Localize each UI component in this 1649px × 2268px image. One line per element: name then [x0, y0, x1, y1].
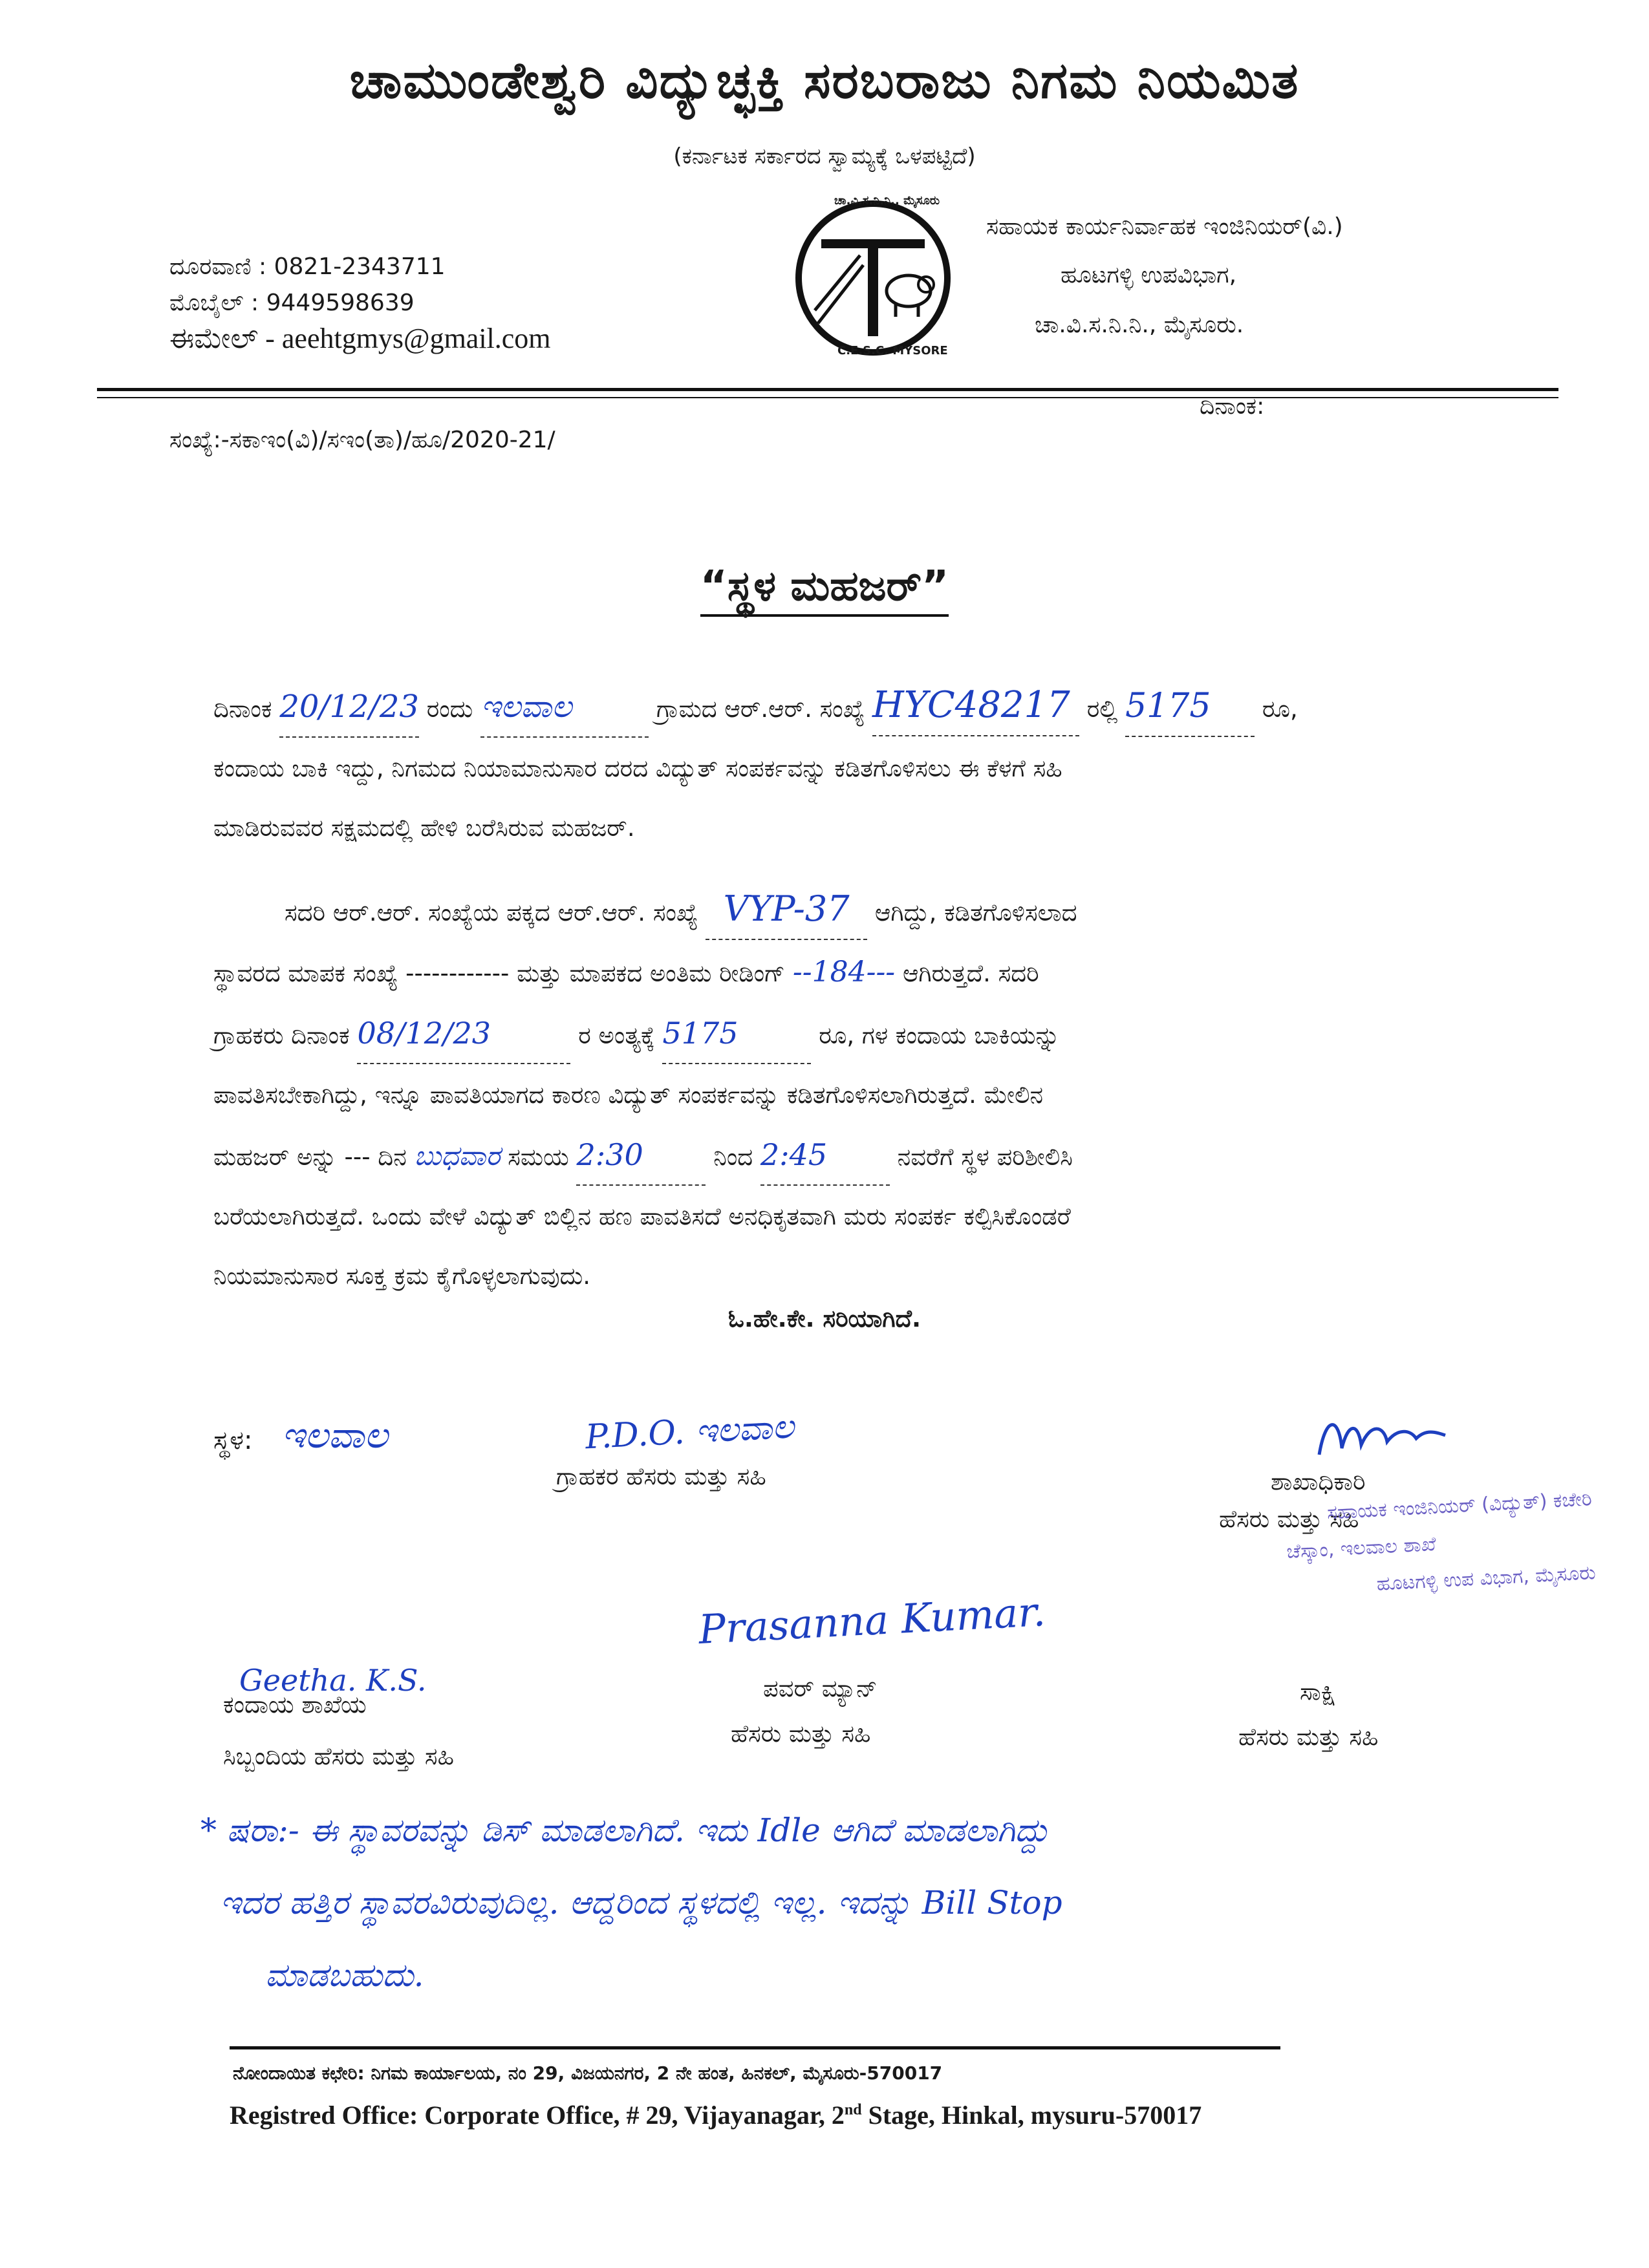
company-title: ಚಾಮುಂಡೇಶ್ವರಿ ವಿದ್ಯುಚ್ಛಕ್ತಿ ಸರಬರಾಜು ನಿಗಮ ನಿಯಮಿತ	[349, 52, 1300, 110]
p2-line6: ಬರೆಯಲಾಗಿರುತ್ತದೆ. ಒಂದು ವೇಳೆ ವಿದ್ಯುತ್ ಬಿಲ್ಲಿನ ಹಣ ಪಾವತಿಸದೆ ಅನಧಿಕೃತವಾಗಿ ಮರು ಸಂಪರ್ಕ ಕಲ್ಪಿಸಿಕೊಂಡರೆ	[213, 1203, 1071, 1230]
p2-line4: ಪಾವತಿಸಬೇಕಾಗಿದ್ದು, ಇನ್ನೂ ಪಾವತಿಯಾಗದ ಕಾರಣ ವಿದ್ಯುತ್ ಸಂಪರ್ಕವನ್ನು ಕಡಿತಗೊಳಿಸಲಾಗಿರುತ್ತದೆ. ಮೇಲಿನ	[213, 1081, 1044, 1109]
p2-text: ಮಹಜರ್ ಅನ್ನು --- ದಿನ	[213, 1143, 407, 1171]
powerman-name-label: ಹೆಸರು ಮತ್ತು ಸಹಿ	[731, 1720, 871, 1748]
p1-rr-number-value: HYC48217	[872, 676, 1079, 736]
paragraph-2	[213, 879, 1520, 1306]
footer-kannada: ನೋಂದಾಯಿತ ಕಛೇರಿ: ನಿಗಮ ಕಾರ್ಯಾಲಯ, ನಂ 29, ವಿಜಯನಗರ, 2 ನೇ ಹಂತ, ಹಿನಕಲ್, ಮೈಸೂರು-570017	[233, 2062, 943, 2084]
p2-text: ಸಮಯ	[508, 1143, 569, 1171]
p2-date-value: 08/12/23	[357, 1003, 570, 1064]
paragraph-1	[213, 676, 1507, 858]
date-label: ದಿನಾಂಕ:	[1200, 393, 1265, 420]
customer-label: ಗ್ರಾಹಕರ ಹೆಸರು ಮತ್ತು ಸಹಿ	[556, 1462, 766, 1490]
office-stamp	[1126, 1488, 1597, 1608]
footer-english-part2: Stage, Hinkal, mysuru-570017	[861, 2101, 1202, 2130]
stamp-line2: ಚೆಸ್ಕಾಂ, ಇಲವಾಲ ಶಾಖೆ	[1286, 1532, 1437, 1564]
header-rule-thin	[97, 397, 1558, 398]
witness-name-label: ಹೆಸರು ಮತ್ತು ಸಹಿ	[1238, 1723, 1379, 1751]
document-heading	[0, 562, 1649, 610]
p2-adjacent-rr-value: VYP-37	[706, 879, 867, 940]
witness-label: ಸಾಕ್ಷಿ	[1300, 1678, 1336, 1706]
p1-amount-value: 5175	[1125, 676, 1255, 737]
email-address: ಈಮೇಲ್ - aeehtgmys@gmail.com	[169, 323, 551, 354]
p1-line3: ಮಾಡಿರುವವರ ಸಕ್ಷಮದಲ್ಲಿ ಹೇಳಿ ಬರೆಸಿರುವ ಮಹಜರ್.	[213, 814, 635, 842]
p2-text: ನಿಂದ	[713, 1143, 753, 1171]
p1-text: ಗ್ರಾಮದ ಆರ್.ಆರ್. ಸಂಖ್ಯೆ	[656, 695, 865, 723]
logo-top-text: ಚಾ.ವಿ.ಸ.ನಿ.ನಿ., ಮೈಸೂರು	[834, 194, 940, 208]
company-subtitle: (ಕರ್ನಾಟಕ ಸರ್ಕಾರದ ಸ್ವಾಮ್ಯಕ್ಕೆ ಒಳಪಟ್ಟಿದೆ)	[673, 144, 976, 169]
p2-text: ರ ಅಂತ್ಯಕ್ಕೆ	[578, 1022, 655, 1049]
remark-note	[200, 1794, 1558, 2011]
officer-signature-icon	[1313, 1409, 1455, 1470]
p2-day-value: ಬುಧವಾರ	[414, 1140, 501, 1171]
footer-english	[230, 2100, 1202, 2130]
p1-date-label: ದಿನಾಂಕ	[213, 695, 272, 723]
p2-time-to-value: 2:45	[760, 1125, 890, 1186]
p2-line7: ನಿಯಮಾನುಸಾರ ಸೂಕ್ತ ಕ್ರಮ ಕೈಗೊಳ್ಳಲಾಗುವುದು.	[213, 1262, 591, 1290]
revenue-section-label: ಕಂದಾಯ ಶಾಖೆಯ	[223, 1691, 367, 1718]
stamp-line1: ಸಹಾಯಕ ಇಂಜಿನಿಯರ್ (ವಿದ್ಯುತ್) ಕಚೇರಿ	[1326, 1488, 1593, 1524]
p1-line2: ಕಂದಾಯ ಬಾಕಿ ಇದ್ದು, ನಿಗಮದ ನಿಯಾಮಾನುಸಾರ ದರದ ವಿದ್ಯುತ್ ಸಂಪರ್ಕವನ್ನು ಕಡಿತಗೊಳಿಸಲು ಈ ಕೆಳಗೆ ಸಹಿ	[213, 754, 1062, 782]
place-value: ಇಲವಾಲ	[281, 1415, 388, 1457]
p2-text: ಆಗಿದ್ದು, ಕಡಿತಗೊಳಿಸಲಾದ	[874, 899, 1077, 926]
remark-line3: ಮಾಡಬಹುದು.	[265, 1956, 424, 1994]
officer-name-label: ಹೆಸರು ಮತ್ತು ಸಹಿ	[1219, 1505, 1359, 1533]
office-company: ಚಾ.ವಿ.ಸ.ನಿ.ನಿ., ಮೈಸೂರು.	[1035, 312, 1244, 338]
office-subdivision: ಹೂಟಗಳ್ಳಿ ಉಪವಿಭಾಗ,	[1061, 262, 1237, 288]
p2-text: ಸದರಿ ಆರ್.ಆರ್. ಸಂಖ್ಯೆಯ ಪಕ್ಕದ ಆರ್.ಆರ್. ಸಂಖ್ಯೆ	[285, 899, 698, 926]
p2-text: ರೂ, ಗಳ ಕಂದಾಯ ಬಾಕಿಯನ್ನು	[819, 1022, 1060, 1049]
footer-superscript: nd	[844, 2101, 862, 2119]
remark-line1: * ಷರಾ:- ಈ ಸ್ಥಾವರವನ್ನು ಡಿಸ್ ಮಾಡಲಾಗಿದೆ. ಇದು Idle ಆಗಿದೆ ಮಾಡಲಾಗಿದ್ದು	[200, 1812, 1050, 1849]
p2-amount-value: 5175	[662, 1003, 811, 1064]
mobile-number: ಮೊಬೈಲ್ : 9449598639	[169, 290, 415, 316]
remark-line2: ಇದರ ಹತ್ತಿರ ಸ್ಥಾವರವಿರುವುದಿಲ್ಲ. ಆದ್ದರಿಂದ ಸ್ಥಳದಲ್ಲಿ ಇಲ್ಲ. ಇದನ್ನು Bill Stop	[220, 1884, 1062, 1921]
logo-bottom-text: C.E.S.C. MYSORE	[837, 344, 948, 358]
powerman-signature: Prasanna Kumar.	[697, 1588, 1047, 1653]
footer-rule	[230, 2046, 1280, 2049]
p2-text: ನವರೆಗೆ ಸ್ಥಳ ಪರಿಶೀಲಿಸಿ	[897, 1143, 1073, 1171]
p2-final-reading-value: --184---	[792, 956, 896, 989]
cesc-logo	[776, 194, 970, 362]
stamp-line3: ಹೂಟಗಳ್ಳಿ ಉಪ ವಿಭಾಗ, ಮೈಸೂರು	[1375, 1561, 1597, 1596]
footer-english-part1: Registred Office: Corporate Office, # 29, Vijayanagar, 2	[230, 2101, 845, 2130]
officer-label: ಶಾಖಾಧಿಕಾರಿ	[1271, 1468, 1366, 1495]
p1-text: ರೂ,	[1262, 695, 1298, 723]
powerman-label: ಪವರ್ ಮ್ಯಾನ್	[763, 1674, 878, 1702]
p1-date-value: 20/12/23	[279, 677, 419, 738]
p2-text: ಗ್ರಾಹಕರು ದಿನಾಂಕ	[213, 1022, 350, 1049]
p1-village-value: ಇಲವಾಲ	[480, 677, 649, 738]
reference-number: ಸಂಖ್ಯೆ:-ಸಕಾಇಂ(ವಿ)/ಸಇಂ(ತಾ)/ಹೂ/2020-21/	[169, 427, 555, 453]
p2-text: ಆಗಿರುತ್ತದೆ. ಸದರಿ	[902, 959, 1039, 987]
header-rule-thick	[97, 388, 1558, 391]
revenue-staff-signature: Geetha. K.S.	[239, 1663, 427, 1698]
office-designation: ಸಹಾಯಕ ಕಾರ್ಯನಿರ್ವಾಹಕ ಇಂಜಿನಿಯರ್(ವಿ.)	[986, 213, 1343, 240]
staff-name-label: ಸಿಬ್ಬಂದಿಯ ಹೆಸರು ಮತ್ತು ಸಹಿ	[223, 1742, 454, 1770]
p2-time-from-value: 2:30	[576, 1125, 706, 1186]
p2-text: ಸ್ಥಾವರದ ಮಾಪಕ ಸಂಖ್ಯೆ ------------ ಮತ್ತು ಮಾಪಕದ ಅಂತಿಮ ರೀಡಿಂಗ್	[213, 959, 786, 987]
place-label: ಸ್ಥಳ:	[213, 1426, 253, 1455]
phone-number: ದೂರವಾಣಿ : 0821-2343711	[169, 253, 446, 280]
p1-text: ರಂದು	[426, 695, 473, 723]
p1-text: ರಲ್ಲಿ	[1086, 695, 1118, 723]
ok-statement: ಓ.ಹೇ.ಕೇ. ಸರಿಯಾಗಿದೆ.	[727, 1305, 921, 1332]
customer-signature: P.D.O. ಇಲವಾಲ	[584, 1407, 795, 1457]
heading-text: “ಸ್ಥಳ ಮಹಜರ್”	[700, 562, 949, 617]
